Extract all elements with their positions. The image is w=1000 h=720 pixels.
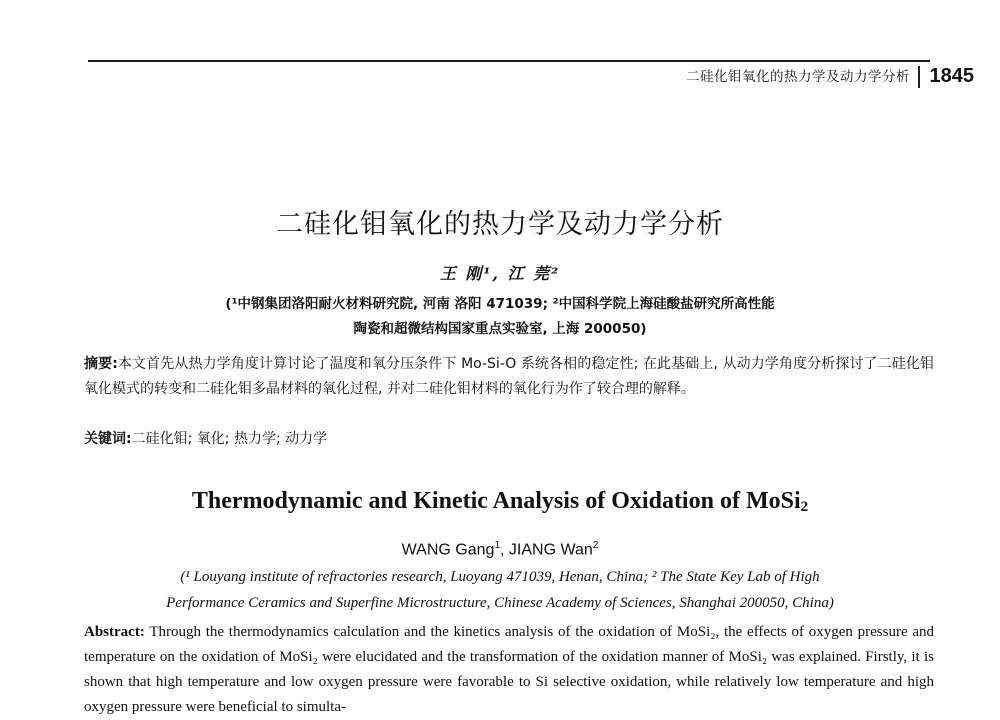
chinese-affiliation-line1: (¹中钢集团洛阳耐火材料研究院, 河南 洛阳 471039; ²中国科学院上海硅酸盐研究所高性能 <box>225 296 775 312</box>
chinese-abstract-label: 摘要: <box>84 356 118 372</box>
english-authors <box>0 540 1000 559</box>
chinese-affiliation-line2: 陶瓷和超微结构国家重点实验室, 上海 200050) <box>353 321 647 337</box>
chinese-keywords-label: 关键词: <box>84 431 132 447</box>
english-title-main: Thermodynamic and Kinetic Analysis of Oxidation of MoSi <box>191 488 801 514</box>
english-affiliation-line1: (¹ Louyang institute of refractories research, Luoyang 471039, Henan, China; ² The State Key Lab of High <box>180 569 820 585</box>
english-author2-sup: 2 <box>592 540 599 551</box>
chinese-keywords-text: 二硅化钼; 氧化; 热力学; 动力学 <box>131 431 328 447</box>
english-author-separator: , <box>500 541 509 559</box>
english-abstract-label: Abstract: <box>84 624 145 640</box>
english-title-subscript: 2 <box>800 499 809 515</box>
chinese-abstract-text: 本文首先从热力学角度计算讨论了温度和氧分压条件下 Mo-Si-O 系统各相的稳定性; 在此基础上, 从动力学角度分析探讨了二硅化钼氧化模式的转变和二硅化钼多晶材料的氧化过程, 并对二硅化钼材料的氧化行为作了较合理的解释。 <box>84 356 934 397</box>
english-author1: WANG Gang <box>401 541 495 559</box>
english-author1-sup: 1 <box>494 540 500 551</box>
page-number: 1845 <box>929 65 974 87</box>
english-title <box>0 488 1000 516</box>
english-abstract-text: Through the thermodynamics calculation and the kinetics analysis of the oxidation of MoSi₂, the effects of oxygen pressure and temperature on the oxidation of MoSi₂ were elucidated and the transformation of the oxidation manner of MoSi₂ was explained. Firstly, it is shown that high temperature and low oxygen pressure were favorable to Si selective oxidation, while relatively low temperature and high oxygen pressure were beneficial to simulta- <box>84 624 935 715</box>
chinese-authors: 王 刚¹, 江 莞² <box>439 264 561 283</box>
running-title: 二硅化钼氧化的热力学及动力学分析 <box>686 66 920 88</box>
header-rule <box>88 60 930 62</box>
chinese-abstract <box>84 352 934 402</box>
chinese-keywords <box>84 428 327 450</box>
english-abstract <box>84 620 934 720</box>
english-affiliation-line2: Performance Ceramics and Superfine Microstructure, Chinese Academy of Sciences, Shanghai 200050, China) <box>166 595 834 611</box>
chinese-title: 二硅化钼氧化的热力学及动力学分析 <box>276 209 724 240</box>
english-author2: JIANG Wan <box>508 541 593 559</box>
